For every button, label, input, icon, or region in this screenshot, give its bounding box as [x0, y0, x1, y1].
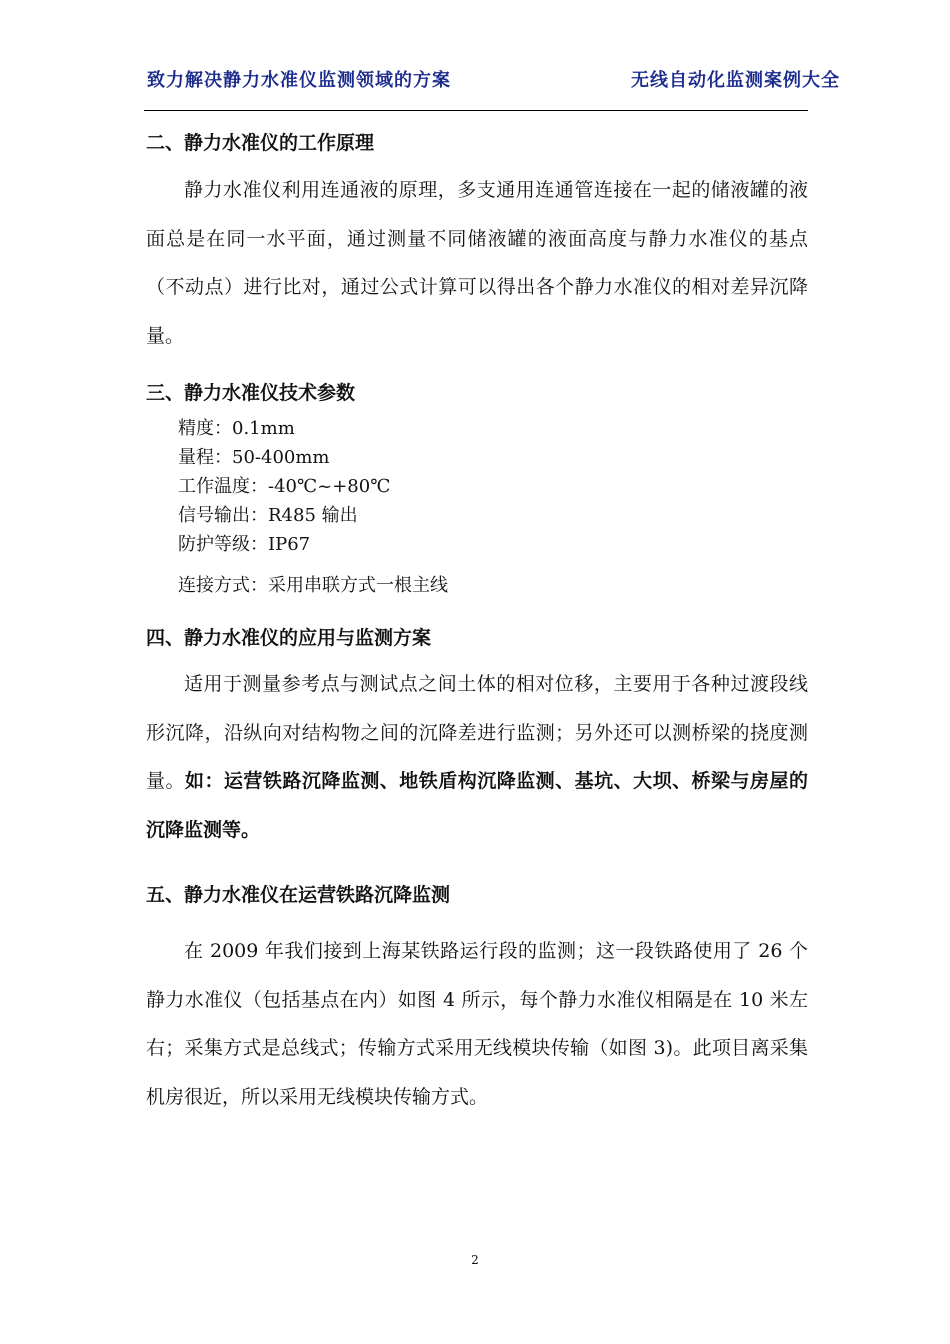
spec-list — [178, 414, 390, 559]
spec-item-signal-output: 信号输出：R485 输出 — [178, 505, 358, 526]
section-5-heading: 五、静力水准仪在运营铁路沉降监测 — [146, 884, 451, 906]
section-2-paragraph: 静力水准仪利用连通液的原理，多支通用连通管连接在一起的储液罐的液面总是在同一水平面，通过测量不同储液罐的液面高度与静力水准仪的基点（不动点）进行比对，通过公式计算可以得出各个静力水准仪的相对差异沉降量。 — [146, 179, 808, 347]
spec-item-precision: 精度：0.1mm — [178, 418, 295, 439]
spec-item-protection: 防护等级：IP67 — [178, 534, 311, 555]
spec-item-range: 量程：50-400mm — [178, 447, 330, 468]
header-right-title: 无线自动化监测案例大全 — [631, 70, 840, 91]
section-4-text: 适用于测量参考点与测试点之间土体的相对位移，主要用于各种过渡段线形沉降，沿纵向对结构物之间的沉降差进行监测；另外还可以测桥梁的挠度测量。 — [146, 673, 808, 792]
spec-item-temperature: 工作温度：-40℃~+80℃ — [178, 476, 391, 497]
section-5-paragraph: 在 2009 年我们接到上海某铁路运行段的监测；这一段铁路使用了 26 个静力水准仪（包括基点在内）如图 4 所示，每个静力水准仪相隔是在 10 米左右；采集方式是总线式；传输方式采用无线模块传输（如图 3)。此项目离采集机房很近，所以采用无线模块传输方式。 — [146, 940, 808, 1108]
section-2-heading: 二、静力水准仪的工作原理 — [146, 132, 375, 154]
header-divider — [144, 110, 808, 111]
section-4-paragraph — [146, 660, 808, 854]
header-left-title: 致力解决静力水准仪监测领域的方案 — [147, 70, 451, 91]
page-number: 2 — [471, 1253, 479, 1267]
section-4-heading: 四、静力水准仪的应用与监测方案 — [146, 627, 432, 649]
spec-connection: 连接方式：采用串联方式一根主线 — [178, 575, 448, 596]
section-3-heading: 三、静力水准仪技术参数 — [146, 382, 356, 404]
section-4-examples: 如：运营铁路沉降监测、地铁盾构沉降监测、基坑、大坝、桥梁与房屋的沉降监测等。 — [146, 770, 808, 841]
